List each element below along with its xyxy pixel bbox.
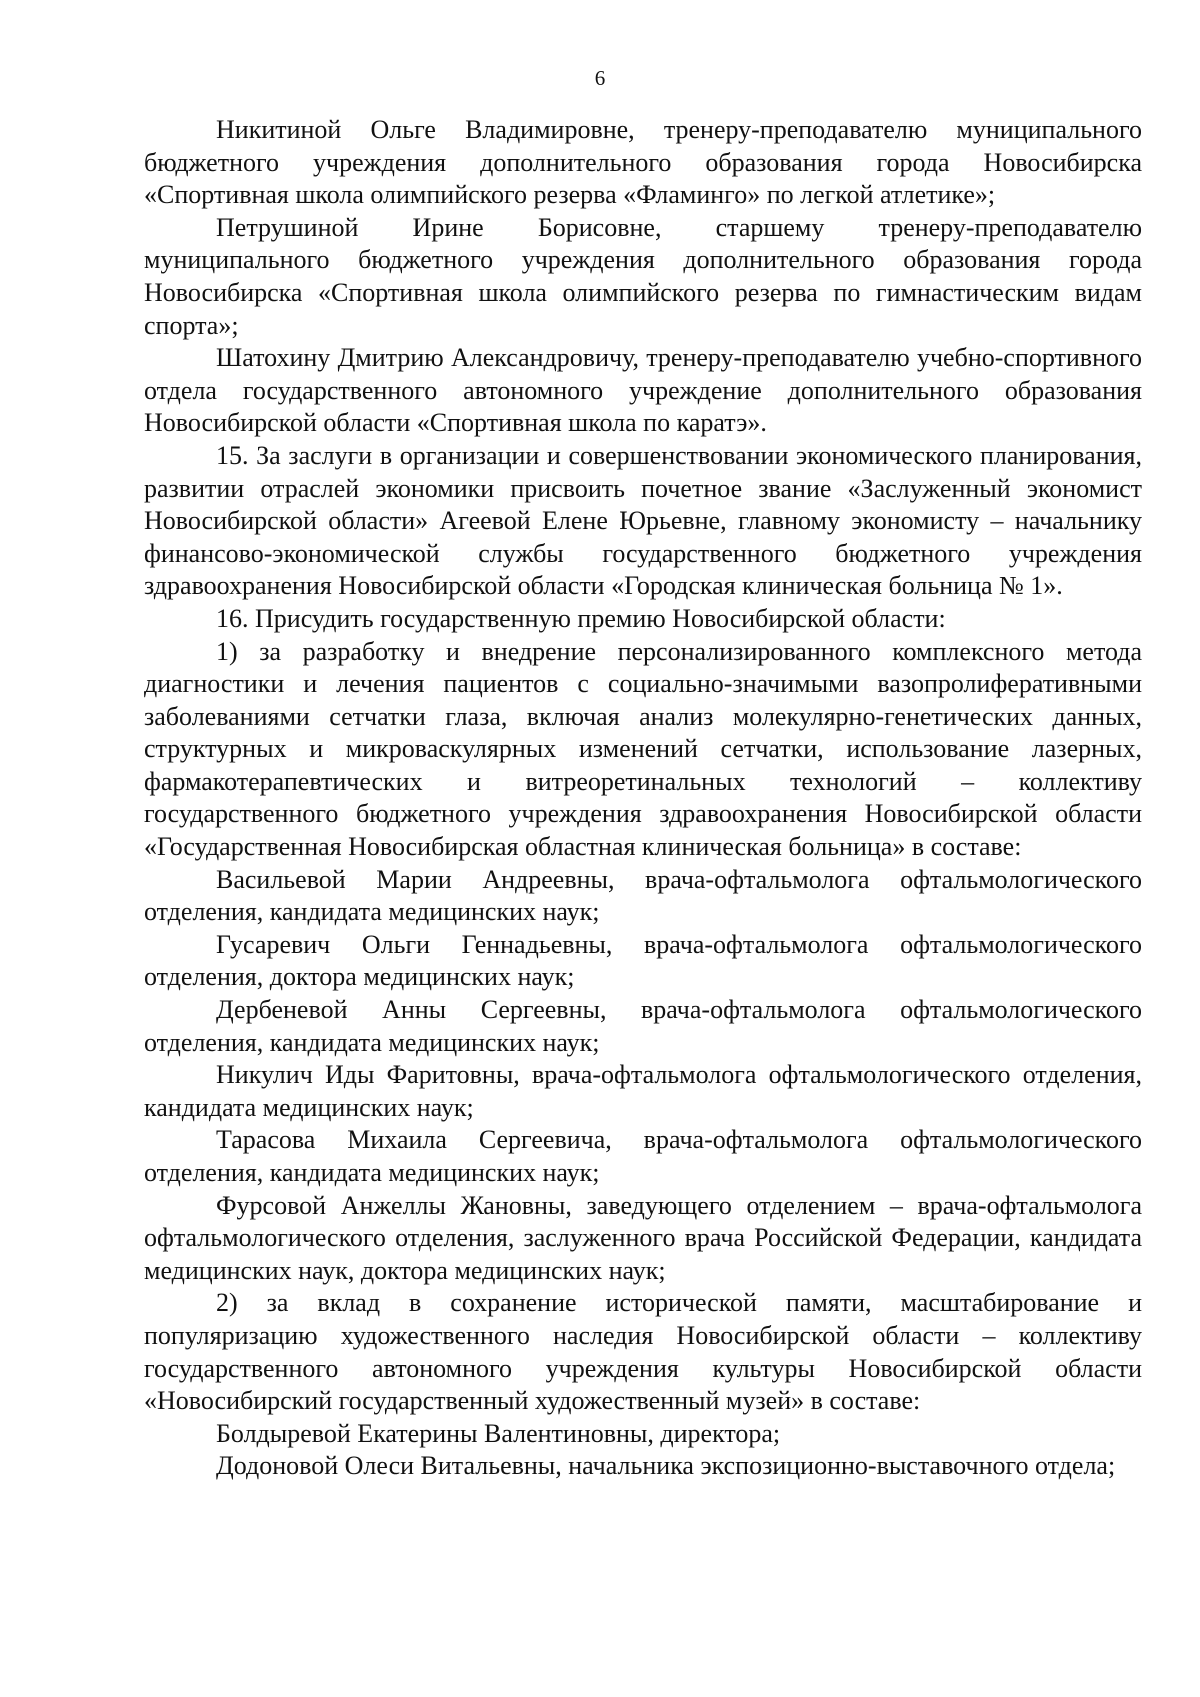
paragraph-tarasov: Тарасова Михаила Сергеевича, врача-офтальмолога офтальмологического отделения, кандидата медицинских наук; <box>144 1125 1142 1187</box>
paragraph-nikitina: Никитиной Ольге Владимировне, тренеру-преподавателю муниципального бюджетного учреждения дополнительного образования города Новосибирска «Спортивная школа олимпийского резерва «Фламинго» по легкой атлетике»; <box>144 115 1142 210</box>
paragraph-item-16: 16. Присудить государственную премию Новосибирской области: <box>216 603 946 633</box>
paragraph-item-15: 15. За заслуги в организации и совершенствовании экономического планирования, развитии отраслей экономики присвоить почетное звание «Заслуженный экономист Новосибирской области» Агеевой Елене Юрьевне, главному экономисту – начальнику финансово-экономической службы государственного бюджетного учреждения здравоохранения Новосибирской области «Городская клиническая больница № 1». <box>144 440 1142 601</box>
paragraph-derbeneva: Дербеневой Анны Сергеевны, врача-офтальмолога офтальмологического отделения, кандидата медицинских наук; <box>144 995 1142 1057</box>
paragraph-fursova: Фурсовой Анжеллы Жановны, заведующего отделением – врача-офтальмолога офтальмологического отделения, заслуженного врача Российской Федерации, кандидата медицинских наук, доктора медицинских наук; <box>144 1190 1142 1285</box>
paragraph-dodonova: Додоновой Олеси Витальевны, начальника экспозиционно-выставочного отдела; <box>216 1451 1116 1481</box>
paragraph-item-16-2: 2) за вклад в сохранение исторической памяти, масштабирование и популяризацию художественного наследия Новосибирской области – коллективу государственного автономного учреждения культуры Новосибирской области «Новосибирский государственный художественный музей» в составе: <box>144 1288 1142 1416</box>
paragraph-nikulich: Никулич Иды Фаритовны, врача-офтальмолога офтальмологического отделения, кандидата медицинских наук; <box>144 1060 1142 1122</box>
document-body <box>144 114 1142 1483</box>
paragraph-gusarevich: Гусаревич Ольги Геннадьевны, врача-офтальмолога офтальмологического отделения, доктора медицинских наук; <box>144 929 1142 992</box>
paragraph-vasilyeva: Васильевой Марии Андреевны, врача-офтальмолога офтальмологического отделения, кандидата медицинских наук; <box>144 864 1142 927</box>
paragraph-shatokhin: Шатохину Дмитрию Александровичу, тренеру-преподавателю учебно-спортивного отдела государственного автономного учреждение дополнительного образования Новосибирской области «Спортивная школа по каратэ». <box>144 343 1142 438</box>
page-number: 6 <box>594 66 606 90</box>
paragraph-boldyreva: Болдыревой Екатерины Валентиновны, директора; <box>216 1418 781 1448</box>
paragraph-item-16-1: 1) за разработку и внедрение персонализированного комплексного метода диагностики и лечения пациентов с социально-значимыми вазопролиферативными заболеваниями сетчатки глаза, включая анализ молекулярно-генетических данных, структурных и микроваскулярных изменений сетчатки, использование лазерных, фармакотерапевтических и витреоретинальных технологий – коллективу государственного бюджетного учреждения здравоохранения Новосибирской области «Государственная Новосибирская областная клиническая больница» в составе: <box>144 636 1142 862</box>
paragraph-petrushina: Петрушиной Ирине Борисовне, старшему тренеру-преподавателю муниципального бюджетного учреждения дополнительного образования города Новосибирска «Спортивная школа олимпийского резерва по гимнастическим видам спорта»; <box>144 212 1142 340</box>
